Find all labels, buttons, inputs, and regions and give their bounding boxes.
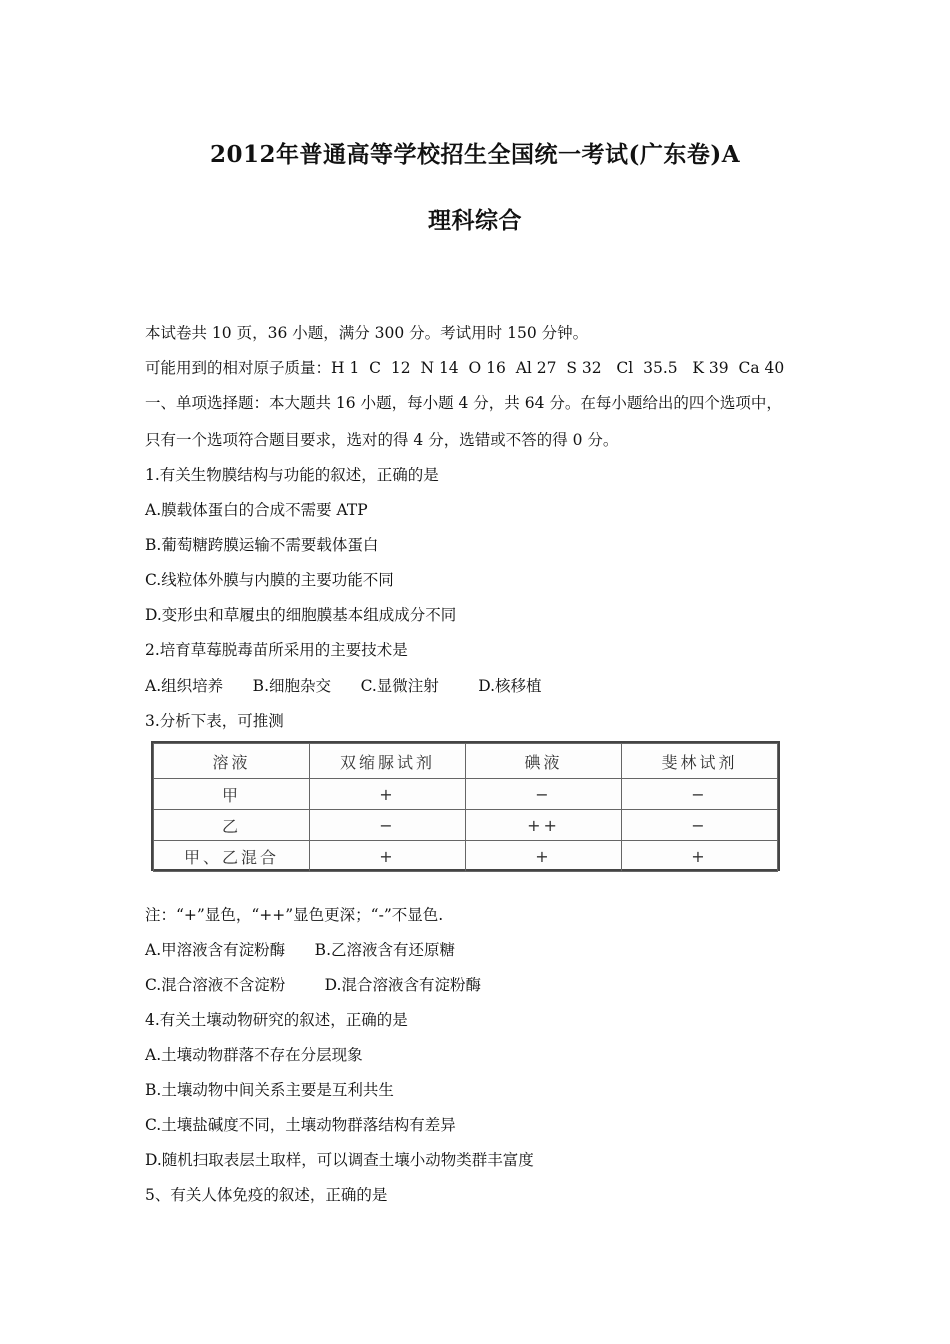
q5-stem: 5、有关人体免疫的叙述，正确的是 xyxy=(145,1186,388,1204)
q3-options-1: A.甲溶液含有淀粉酶 B.乙溶液含有还原糖 xyxy=(145,941,456,959)
table-cell: + xyxy=(622,841,778,872)
table-header: 碘液 xyxy=(466,744,622,779)
q2-stem: 2.培育草莓脱毒苗所采用的主要技术是 xyxy=(145,641,408,659)
table-header-row xyxy=(154,744,778,779)
table-row xyxy=(154,810,778,841)
table-cell: − xyxy=(622,779,778,810)
q4-option-b: B.土壤动物中间关系主要是互利共生 xyxy=(145,1081,394,1099)
q4-stem: 4.有关土壤动物研究的叙述，正确的是 xyxy=(145,1011,408,1029)
table-header: 溶液 xyxy=(154,744,310,779)
q1-stem: 1.有关生物膜结构与功能的叙述，正确的是 xyxy=(145,466,439,484)
q1-option-c: C.线粒体外膜与内膜的主要功能不同 xyxy=(145,571,394,589)
table-cell: − xyxy=(466,779,622,810)
q3-note: 注：“+”显色，“++”显色更深；“-”不显色. xyxy=(145,906,444,924)
table-cell: + xyxy=(310,779,466,810)
q4-option-d: D.随机扫取表层土取样，可以调查土壤小动物类群丰富度 xyxy=(145,1151,534,1169)
table-cell: 甲 xyxy=(154,779,310,810)
reagent-table xyxy=(153,743,778,872)
table-cell: + xyxy=(466,841,622,872)
section-instructions-2: 只有一个选项符合题目要求，选对的得 4 分，选错或不答的得 0 分。 xyxy=(145,431,619,449)
q4-option-c: C.土壤盐碱度不同，土壤动物群落结构有差异 xyxy=(145,1116,456,1134)
table-row xyxy=(154,841,778,872)
q4-option-a: A.土壤动物群落不存在分层现象 xyxy=(145,1046,363,1064)
table-header: 双缩脲试剂 xyxy=(310,744,466,779)
table-header: 斐林试剂 xyxy=(622,744,778,779)
q1-option-d: D.变形虫和草履虫的细胞膜基本组成成分不同 xyxy=(145,606,457,624)
table-cell: ++ xyxy=(466,810,622,841)
q1-option-a: A.膜载体蛋白的合成不需要 ATP xyxy=(145,501,368,519)
q3-stem: 3.分析下表，可推测 xyxy=(145,712,284,730)
table-cell: 甲、乙混合 xyxy=(154,841,310,872)
table-cell: + xyxy=(310,841,466,872)
atomic-masses: 可能用到的相对原子质量：H 1 C 12 N 14 O 16 Al 27 S 32 Cl 35.5 K 39 Ca 40 xyxy=(145,359,785,377)
table-cell: − xyxy=(622,810,778,841)
solution-table xyxy=(151,741,780,871)
q3-options-2: C.混合溶液不含淀粉 D.混合溶液含有淀粉酶 xyxy=(145,976,481,994)
q2-options: A.组织培养 B.细胞杂交 C.显微注射 D.核移植 xyxy=(145,677,542,695)
table-cell: − xyxy=(310,810,466,841)
page-title: 2012年普通高等学校招生全国统一考试(广东卷)A xyxy=(209,141,741,168)
section-instructions-1: 一、单项选择题：本大题共 16 小题，每小题 4 分，共 64 分。在每小题给出的四个选项中， xyxy=(145,394,782,412)
page-subtitle: 理科综合 xyxy=(428,207,522,234)
table-row xyxy=(154,779,778,810)
q1-option-b: B.葡萄糖跨膜运输不需要载体蛋白 xyxy=(145,536,379,554)
exam-info: 本试卷共 10 页，36 小题，满分 300 分。考试用时 150 分钟。 xyxy=(145,324,589,342)
table-cell: 乙 xyxy=(154,810,310,841)
